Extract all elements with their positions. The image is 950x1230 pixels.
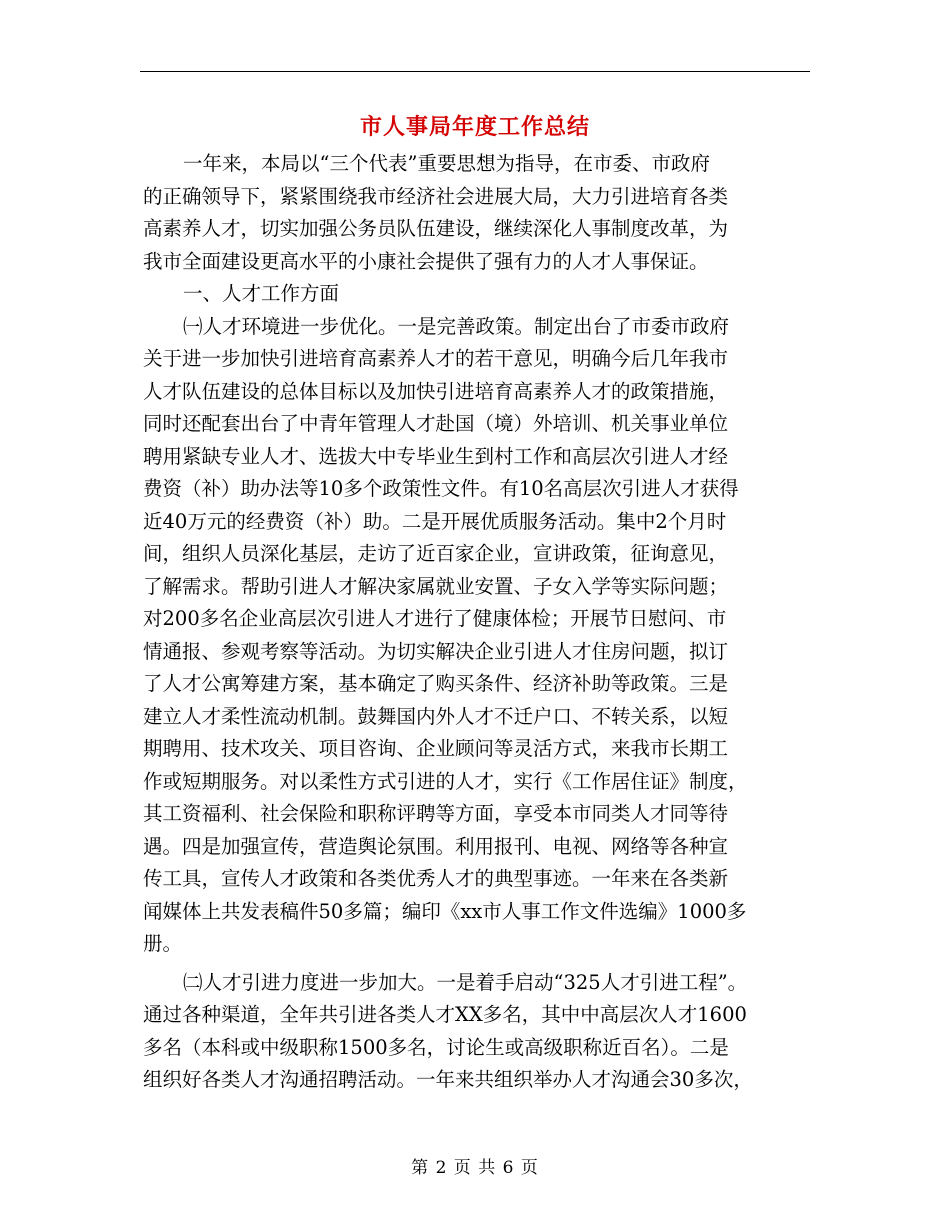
paragraph-line: 费资（补）助办法等10多个政策性文件。有10名高层次引进人才获得: [143, 477, 739, 500]
paragraph-line: 组织好各类人才沟通招聘活动。一年来共组织举办人才沟通会30多次，: [143, 1068, 753, 1091]
section-heading: 一、人才工作方面: [183, 282, 340, 305]
paragraph-line: 间，组织人员深化基层，走访了近百家企业，宣讲政策，征询意见，: [143, 542, 729, 565]
paragraph-line: 我市全面建设更高水平的小康社会提供了强有力的人才人事保证。: [143, 249, 709, 273]
paragraph-line: ㈠人才环境进一步优化。一是完善政策。制定出台了市委市政府: [183, 314, 730, 338]
paragraph-line: ㈡人才引进力度进一步加大。一是着手启动“325人才引进工程”。: [183, 970, 748, 994]
header-rule: [140, 71, 810, 72]
paragraph-line: 情通报、参观考察等活动。为切实解决企业引进人才住房问题，拟订: [143, 639, 729, 663]
paragraph-line: 对200多名企业高层次引进人才进行了健康体检；开展节日慰问、市: [143, 607, 727, 630]
paragraph-line: 一年来，本局以“三个代表”重要思想为指导，在市委、市政府: [183, 152, 710, 175]
paragraph-line: 的正确领导下，紧紧围绕我市经济社会进展大局，大力引进培育各类: [143, 184, 729, 208]
paragraph-line: 闻媒体上共发表稿件50多篇；编印《xx市人事工作文件选编》1000多: [143, 899, 747, 923]
paragraph-line: 了人才公寓筹建方案，基本确定了购买条件、经济补助等政策。三是: [143, 672, 729, 695]
paragraph-line: 通过各种渠道，全年共引进各类人才XX多名，其中中高层次人才1600: [143, 1003, 747, 1026]
paragraph-line: 关于进一步加快引进培育高素养人才的若干意见，明确今后几年我市: [143, 347, 729, 370]
paragraph-line: 传工具，宣传人才政策和各类优秀人才的典型事迹。一年来在各类新: [143, 867, 729, 890]
paragraph-line: 了解需求。帮助引进人才解决家属就业安置、子女入学等实际问题；: [143, 574, 729, 598]
page-number: 第 2 页 共 6 页: [411, 1158, 539, 1178]
paragraph-line: 期聘用、技术攻关、项目咨询、企业顾问等灵活方式，来我市长期工: [143, 737, 729, 760]
paragraph-line: 册。: [143, 932, 183, 955]
paragraph-line: 聘用紧缺专业人才、选拔大中专毕业生到村工作和高层次引进人才经: [143, 444, 729, 468]
paragraph-line: 同时还配套出台了中青年管理人才赴国（境）外培训、机关事业单位: [143, 412, 729, 435]
paragraph-line: 其工资福利、社会保险和职称评聘等方面，享受本市同类人才同等待: [143, 802, 729, 825]
paragraph-line: 遇。四是加强宣传，营造舆论氛围。利用报刊、电视、网络等各种宣: [143, 834, 729, 858]
paragraph-line: 建立人才柔性流动机制。鼓舞国内外人才不迁户口、不转关系，以短: [143, 704, 729, 728]
document-title: 市人事局年度工作总结: [359, 114, 590, 140]
document-body: [143, 148, 815, 1097]
paragraph-line: 多名（本科或中级职称1500多名，讨论生或高级职称近百名）。二是: [143, 1035, 729, 1059]
paragraph-line: 人才队伍建设的总体目标以及加快引进培育高素养人才的政策措施，: [143, 379, 729, 403]
paragraph-line: 近40万元的经费资（补）助。二是开展优质服务活动。集中2个月时: [143, 509, 727, 533]
paragraph-line: 作或短期服务。对以柔性方式引进的人才，实行《工作居住证》制度，: [143, 769, 748, 793]
paragraph-line: 高素养人才，切实加强公务员队伍建设，继续深化人事制度改革，为: [143, 217, 729, 240]
